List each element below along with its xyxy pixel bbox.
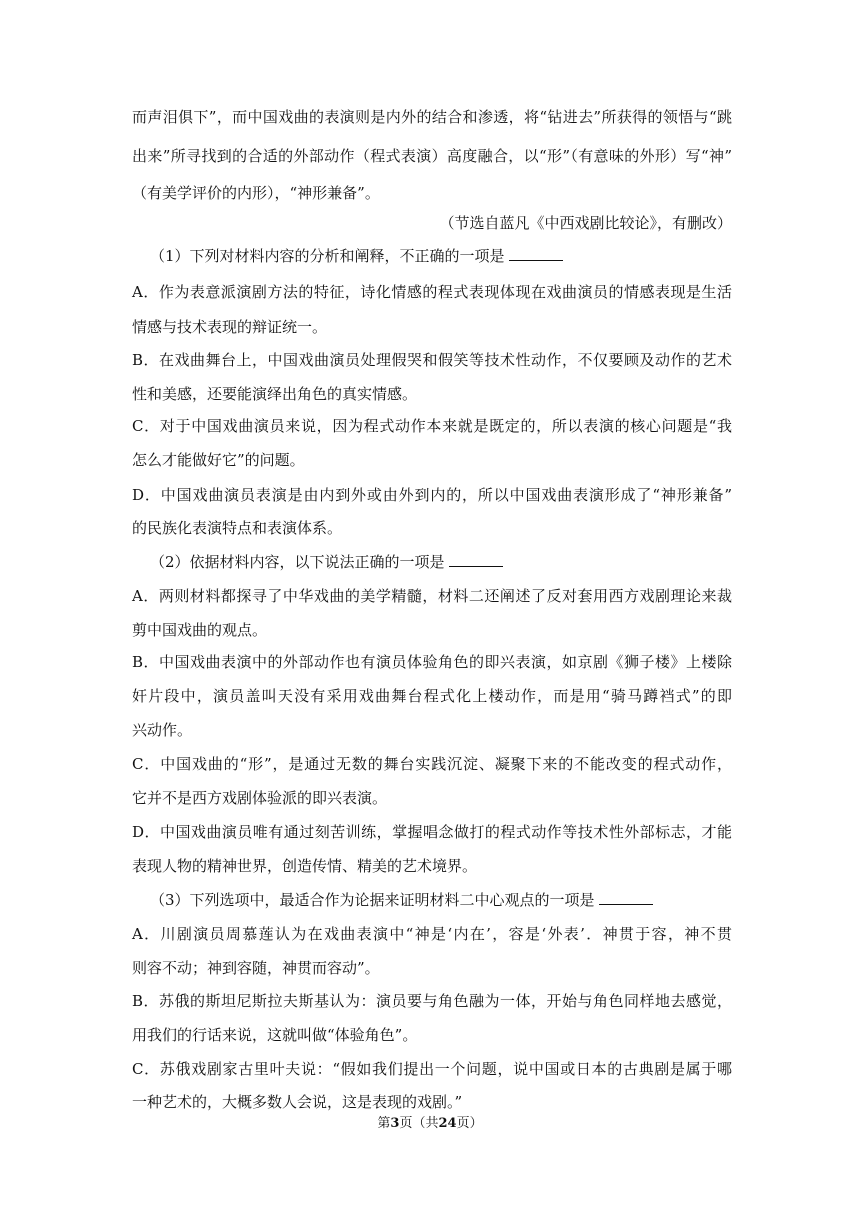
q3-option-a-line: 则容不动；神到容随，神贯而容动”。 bbox=[132, 959, 380, 977]
question-3-text: （3）下列选项中，最适合作为论据来证明材料二中心观点的一项是 bbox=[150, 891, 595, 909]
q1-option-a-line: 情感与技术表现的辩证统一。 bbox=[132, 318, 328, 336]
q1-option-a-line: A．作为表意派演剧方法的特征，诗化情感的程式表现体现在戏曲演员的情感表现是生活 bbox=[132, 283, 732, 301]
q1-option-c-line: 怎么才能做好它”的问题。 bbox=[132, 451, 305, 469]
q2-option-d-line: 表现人物的精神世界，创造传情、精美的艺术境界。 bbox=[132, 857, 478, 875]
answer-blank bbox=[599, 890, 653, 905]
q2-option-a-line: 剪中国戏曲的观点。 bbox=[132, 621, 268, 639]
footer-prefix: 第 bbox=[377, 1116, 391, 1131]
q1-option-b-line: B．在戏曲舞台上，中国戏曲演员处理假哭和假笑等技术性动作，不仅要顾及动作的艺术 bbox=[132, 351, 732, 369]
answer-blank bbox=[449, 552, 503, 567]
answer-blank bbox=[509, 246, 563, 261]
q3-option-b-line: 用我们的行话来说，这就叫做“体验角色”。 bbox=[132, 1026, 418, 1044]
q2-option-c-line: C．中国戏曲的“形”，是通过无数的舞台实践沉淀、凝聚下来的不能改变的程式动作， bbox=[132, 755, 732, 773]
q1-option-c-line: C．对于中国戏曲演员来说，因为程式动作本来就是既定的，所以表演的核心问题是“我 bbox=[132, 417, 732, 435]
source-citation: （节选自蓝凡《中西戏剧比较论》，有删改） bbox=[439, 214, 732, 232]
q2-option-b-line: 兴动作。 bbox=[132, 721, 193, 739]
question-1-text: （1）下列对材料内容的分析和阐释，不正确的一项是 bbox=[150, 247, 505, 265]
q1-option-b-line: 性和美感，还要能演绎出角色的真实情感。 bbox=[132, 385, 418, 403]
q2-option-b-line: 奸片段中，演员盖叫天没有采用戏曲舞台程式化上楼动作，而是用“骑马蹲裆式”的即 bbox=[132, 687, 732, 705]
question-2-stem bbox=[150, 552, 503, 572]
page-number: 3 bbox=[390, 1116, 400, 1131]
paragraph-line: （有美学评价的内形），“神形兼备”。 bbox=[132, 184, 380, 202]
footer-middle: 页（共 bbox=[399, 1116, 439, 1131]
q1-option-d-line: 的民族化表演特点和表演体系。 bbox=[132, 519, 343, 537]
question-2-text: （2）依据材料内容，以下说法正确的一项是 bbox=[150, 553, 445, 571]
q3-option-b-line: B．苏俄的斯坦尼斯拉夫斯基认为：演员要与角色融为一体，开始与角色同样地去感觉， bbox=[132, 992, 732, 1010]
paragraph-line: 出来”所寻找到的合适的外部动作（程式表演）高度融合，以“形”（有意味的外形）写“神” bbox=[132, 147, 732, 165]
paragraph-line: 而声泪俱下”，而中国戏曲的表演则是内外的结合和渗透，将“钻进去”所获得的领悟与“跳 bbox=[132, 108, 732, 126]
q2-option-d-line: D．中国戏曲演员唯有通过刻苦训练，掌握唱念做打的程式动作等技术性外部标志，才能 bbox=[132, 823, 732, 841]
q3-option-c-line: C．苏俄戏剧家古里叶夫说：“假如我们提出一个问题，说中国或日本的古典剧是属于哪 bbox=[132, 1060, 732, 1078]
q1-option-d-line: D．中国戏曲演员表演是由内到外或由外到内的，所以中国戏曲表演形成了“神形兼备” bbox=[132, 486, 732, 504]
total-pages: 24 bbox=[438, 1116, 457, 1131]
q2-option-b-line: B．中国戏曲表演中的外部动作也有演员体验角色的即兴表演，如京剧《狮子楼》上楼除 bbox=[132, 653, 732, 671]
q3-option-a-line: A．川剧演员周慕莲认为在戏曲表演中“神是‘内在’，容是‘外表’．神贯于容，神不贯 bbox=[132, 925, 732, 943]
q3-option-c-line: 一种艺术的，大概多数人会说，这是表现的戏剧。” bbox=[132, 1093, 463, 1111]
question-1-stem bbox=[150, 246, 563, 266]
page-footer bbox=[0, 1112, 860, 1131]
question-3-stem bbox=[150, 890, 653, 910]
q2-option-a-line: A．两则材料都探寻了中华戏曲的美学精髓，材料二还阐述了反对套用西方戏剧理论来裁 bbox=[132, 587, 732, 605]
q2-option-c-line: 它并不是西方戏剧体验派的即兴表演。 bbox=[132, 789, 388, 807]
footer-suffix: 页） bbox=[456, 1116, 483, 1131]
